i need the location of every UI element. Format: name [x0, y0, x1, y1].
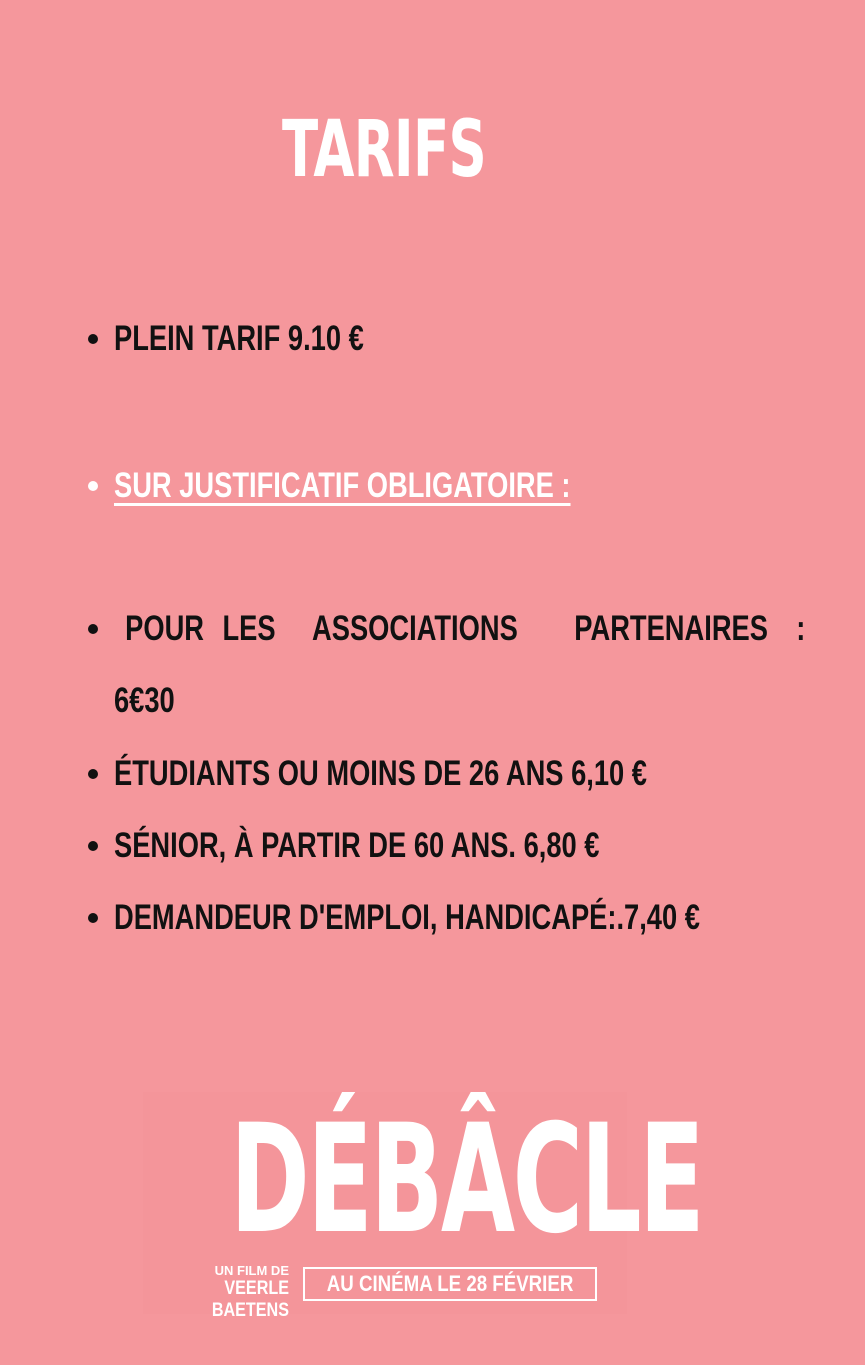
word: POUR: [125, 609, 205, 648]
bullet-icon: [86, 738, 114, 810]
item-label: ÉTUDIANTS OU MOINS DE 26 ANS 6,10 €: [114, 754, 647, 793]
bullet-icon: [86, 303, 114, 375]
list-item-associations: [86, 593, 806, 737]
item-label: DEMANDEUR D'EMPLOI, HANDICAPÉ:.7,40 €: [114, 898, 700, 937]
bullet-icon: [86, 593, 114, 665]
bullet-icon: [86, 882, 114, 954]
item-label: SUR JUSTIFICATIF OBLIGATOIRE :: [114, 466, 571, 505]
list-item-senior: [86, 810, 736, 882]
list-item-justificatif: [86, 450, 699, 522]
item-label: PLEIN TARIF 9.10 €: [114, 319, 364, 358]
film-title: DÉBÂCLE: [230, 1093, 703, 1267]
word: LES: [222, 609, 276, 648]
bullet-icon: [86, 810, 114, 882]
release-date: AU CINÉMA LE 28 FÉVRIER: [326, 1271, 574, 1296]
word: :: [796, 609, 806, 648]
list-item-demandeur: [86, 882, 865, 954]
director-name: VEERLE BAETENS: [211, 1278, 289, 1321]
item-label: SÉNIOR, À PARTIR DE 60 ANS. 6,80 €: [114, 826, 600, 865]
bullet-icon: [86, 450, 114, 522]
byline-label: UN FILM DE: [214, 1263, 289, 1278]
director-credit: [159, 1264, 289, 1322]
page-title: TARIFS: [281, 105, 487, 195]
list-item-plein-tarif: [86, 303, 434, 375]
film-poster: [143, 1092, 703, 1321]
associations-line: [114, 593, 806, 665]
list-item-etudiants: [86, 738, 797, 810]
word: ASSOCIATIONS: [312, 609, 519, 648]
associations-price: 6€30: [114, 681, 175, 720]
release-date-box: [303, 1267, 597, 1301]
word: PARTENAIRES: [574, 609, 768, 648]
